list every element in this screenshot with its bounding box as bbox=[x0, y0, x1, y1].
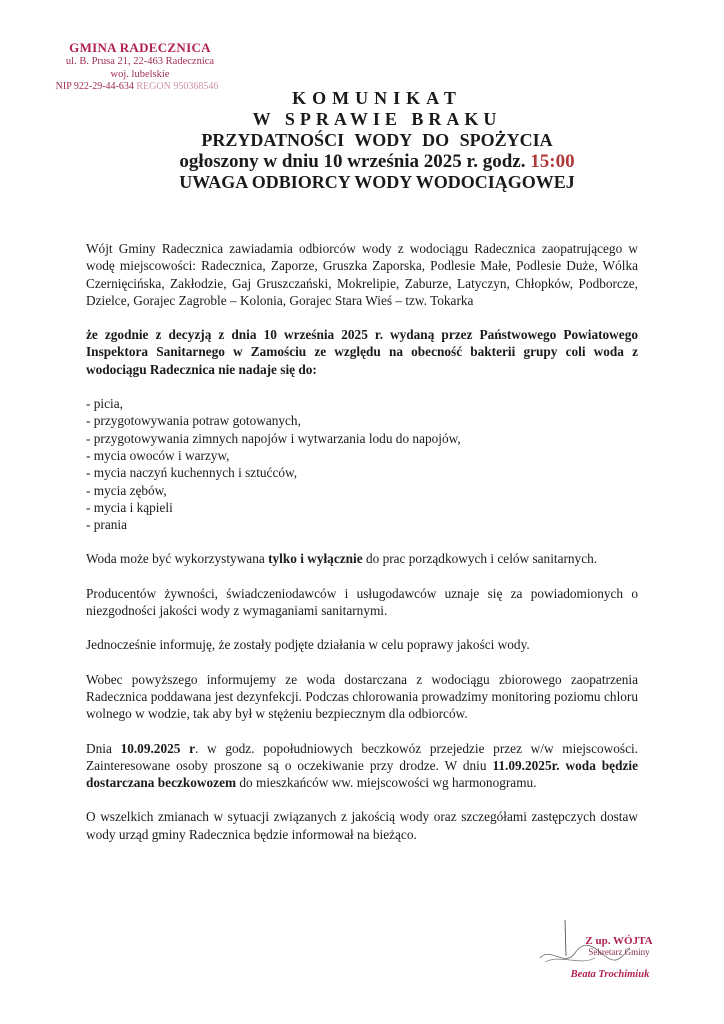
decision-paragraph: że zgodnie z decyzją z dnia 10 września 2025 r. wydaną przez Państwowego Powiatowego Inspektora Sanitarnego w Zamościu ze względu na obecność bakterii grupy coli woda z wodociągu Radecznica nie nadaje się do: bbox=[86, 327, 638, 377]
stamp-nip: NIP 922-29-44-634 bbox=[55, 81, 134, 92]
usage-paragraph bbox=[86, 550, 638, 567]
list-item: - mycia zębów, bbox=[86, 482, 167, 498]
list-item: - mycia i kąpieli bbox=[86, 499, 173, 515]
usage-text: Woda może być wykorzystywana bbox=[86, 551, 269, 567]
delivery-date: 10.09.2025 r bbox=[120, 740, 196, 756]
header-warning: UWAGA ODBIORCY WODY WODOCIĄGOWEJ bbox=[179, 172, 575, 192]
header-date-line bbox=[0, 151, 724, 172]
list-item: - przygotowywania potraw gotowanych, bbox=[86, 413, 301, 429]
header-date: ogłoszony w dniu 10 września 2025 r. godz. bbox=[179, 151, 531, 172]
list-item: - mycia naczyń kuchennych i sztućców, bbox=[86, 465, 298, 481]
disinfection-paragraph: Wobec powyższego informujemy ze woda dostarczana z wodociągu zbiorowego zaopatrzenia Radecznica poddawana jest dezynfekcji. Podczas chlorowania prowadzimy monitoring poziomu chloru wolnego w wodzie, tak aby był w stężeniu bezpiecznym dla odbiorców. bbox=[86, 671, 638, 722]
stamp-region: woj. lubelskie bbox=[110, 69, 170, 80]
usage-emphasis: tylko i wyłącznie bbox=[268, 551, 363, 567]
signature-name: Beata Trochimiuk bbox=[570, 969, 650, 980]
closing-paragraph: O wszelkich zmianach w sytuacji związanych z jakością wody oraz szczegółami zastępczych dostaw wody urząd gminy Radecznica będzie informował na bieżąco. bbox=[86, 809, 638, 842]
header-time: 15:00 bbox=[530, 151, 575, 172]
header-title: KOMUNIKAT bbox=[292, 88, 462, 108]
actions-paragraph: Jednocześnie informuję, że zostały podjęte działania w celu poprawy jakości wody. bbox=[86, 637, 530, 653]
header-subtitle: W SPRAWIE BRAKU bbox=[252, 109, 502, 129]
delivery-text-end: do mieszkańców ww. miejscowości wg harmonogramu. bbox=[236, 775, 537, 791]
list-item: - picia, bbox=[86, 396, 123, 412]
document-body bbox=[86, 240, 638, 843]
header-subject: PRZYDATNOŚCI WODY DO SPOŻYCIA bbox=[201, 130, 553, 150]
stamp-name: GMINA RADECZNICA bbox=[69, 40, 211, 55]
document-header bbox=[0, 88, 724, 193]
usage-text-end: do prac porządkowych i celów sanitarnych. bbox=[362, 551, 598, 567]
stamp-address: ul. B. Prusa 21, 22-463 Radecznica bbox=[65, 56, 215, 67]
signature-role: Sekretarz Gminy bbox=[588, 947, 650, 957]
intro-paragraph: Wójt Gminy Radecznica zawiadamia odbiorców wody z wodociągu Radecznica zaopatrującego w wodę miejscowości: Radecznica, Zaporze, Gruszka Zaporska, Podlesie Małe, Podlesie Duże, Wólka Czernięcińska, Zakłodzie, Gaj Gruszczański, Mokrelipie, Zaburze, Latyczyn, Chłopków, Podborcze, Dzielce, Gorajec Zagroble – Kolonia, Gorajec Stara Wieś – tzw. Tokarka bbox=[86, 241, 638, 308]
signature-block bbox=[545, 935, 675, 982]
list-item: - mycia owoców i warzyw, bbox=[86, 447, 230, 463]
delivery-paragraph bbox=[86, 740, 638, 792]
list-item: - prania bbox=[86, 517, 127, 533]
delivery-emphasis: 11.09.2025r. woda będzie dostarczana beczkowozem bbox=[86, 757, 638, 791]
list-item: - przygotowywania zimnych napojów i wytwarzania lodu do napojów, bbox=[86, 430, 461, 446]
municipality-stamp bbox=[40, 40, 240, 93]
delivery-text: Dnia bbox=[86, 740, 121, 756]
producers-paragraph: Producentów żywności, świadczeniodawców i usługodawców uznaje się za powiadomionych o niezgodności jakości wody z wymaganiami sanitarnymi. bbox=[86, 585, 638, 619]
signature-title: Z up. WÓJTA bbox=[585, 935, 653, 947]
stamp-regon: REGON 950368546 bbox=[136, 81, 219, 92]
prohibited-uses-list bbox=[86, 395, 638, 533]
delivery-text-mid: . w godz. popołudniowych beczkowóz przejedzie przez w/w miejscowości. Zainteresowane osoby proszone są o oczekiwanie przy drodze. W dniu bbox=[86, 740, 638, 773]
